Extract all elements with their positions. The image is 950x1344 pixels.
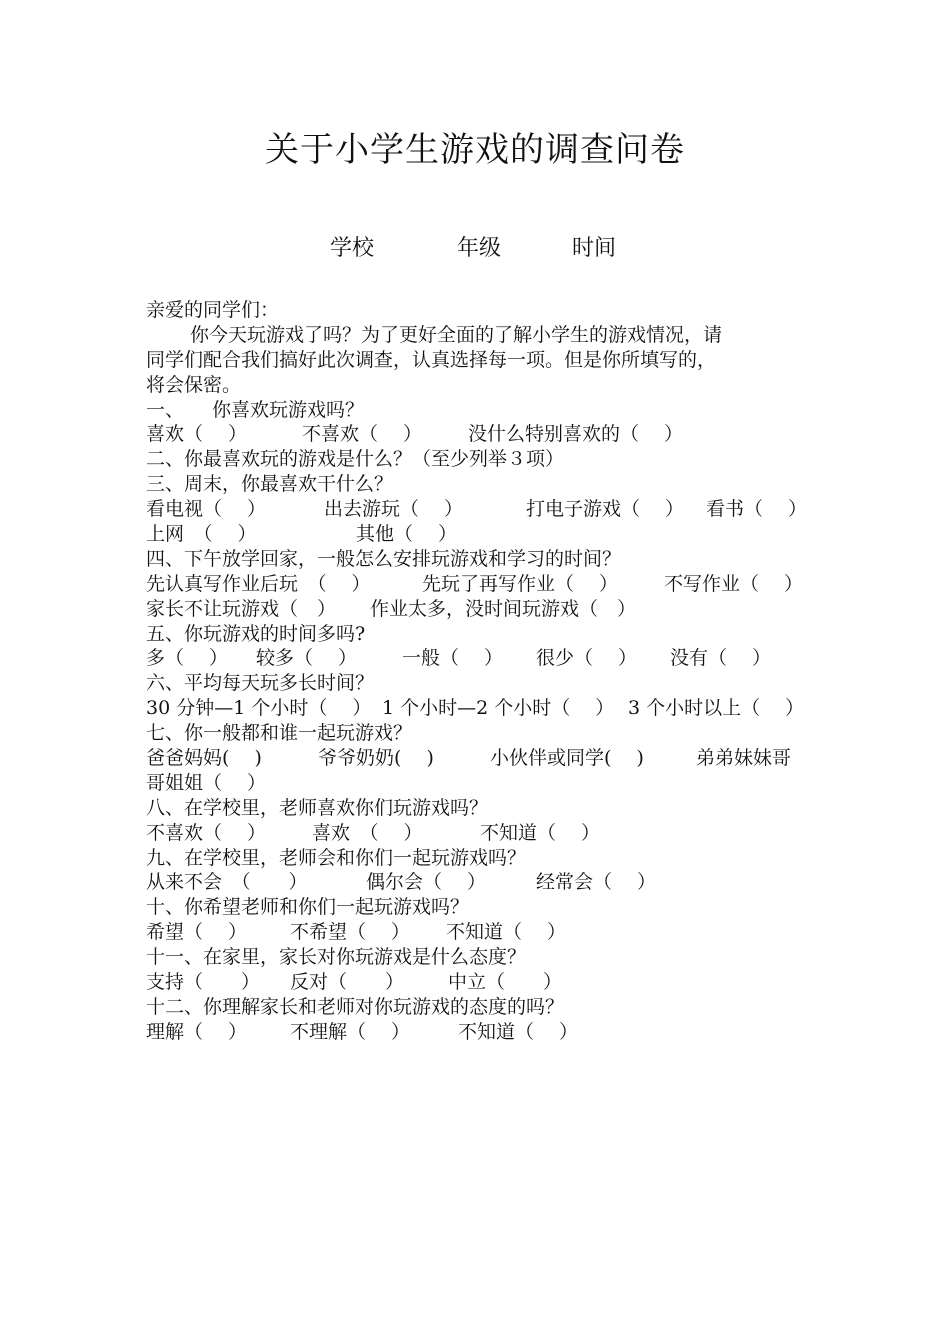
q8-option-1[interactable]: 不喜欢（ ） [146, 821, 267, 844]
q11-option-1[interactable]: 支持（ ） [146, 971, 261, 994]
q4-question: 四、下午放学回家，一般怎么安排玩游戏和学习的时间？ [146, 547, 622, 570]
q1-question [146, 398, 812, 423]
q3-option-2[interactable]: 出去游玩（ ） [324, 498, 464, 521]
grade-label: 年级 [457, 236, 502, 261]
q12-question: 十二、你理解家长和老师对你玩游戏的态度的吗？ [146, 995, 565, 1018]
q4-option-5[interactable]: 作业太多，没时间玩游戏（ ） [370, 597, 637, 620]
q4-option-3[interactable]: 不写作业（ ） [664, 572, 804, 595]
survey-body [146, 298, 812, 1045]
q1-option-3[interactable]: 没什么特别喜欢的（ ） [468, 423, 684, 446]
school-label: 学校 [330, 236, 375, 261]
q5-question: 五、你玩游戏的时间多吗? [146, 622, 366, 645]
q7-option-2[interactable]: 爷爷奶奶( ) [318, 747, 434, 770]
intro-line-3: 将会保密。 [146, 373, 242, 396]
q9-option-3[interactable]: 经常会（ ） [536, 871, 657, 894]
q11-option-2[interactable]: 反对（ ） [290, 971, 405, 994]
q1-option-1[interactable]: 喜欢（ ） [146, 423, 248, 446]
q9-question: 九、在学校里，老师会和你们一起玩游戏吗？ [146, 846, 527, 869]
q4-option-4[interactable]: 家长不让玩游戏（ ） [146, 597, 337, 620]
q5-option-5[interactable]: 没有（ ） [670, 647, 772, 670]
q3-options-row1 [146, 497, 812, 522]
q6-options [146, 696, 812, 721]
q8-question: 八、在学校里，老师喜欢你们玩游戏吗？ [146, 796, 489, 819]
header-fields [0, 233, 950, 265]
q3-option-1[interactable]: 看电视（ ） [146, 498, 267, 521]
q7-option-1[interactable]: 爸爸妈妈( ) [146, 747, 262, 770]
q8-option-3[interactable]: 不知道（ ） [480, 821, 601, 844]
greeting: 亲爱的同学们： [146, 299, 280, 321]
q2-question: 二、你最喜欢玩的游戏是什么？（至少列举３项） [146, 448, 565, 471]
page-title: 关于小学生游戏的调查问卷 [265, 130, 685, 170]
intro-line-2: 同学们配合我们搞好此次调查，认真选择每一项。但是你所填写的， [146, 348, 717, 371]
q12-option-3[interactable]: 不知道（ ） [458, 1020, 579, 1043]
q7-question: 七、你一般都和谁一起玩游戏？ [146, 722, 413, 745]
q1-option-2[interactable]: 不喜欢（ ） [302, 423, 423, 446]
q9-option-1[interactable]: 从来不会 （ ） [146, 871, 308, 894]
q10-option-1[interactable]: 希望（ ） [146, 921, 248, 944]
q12-option-2[interactable]: 不理解（ ） [290, 1020, 411, 1043]
intro-line-1: 你今天玩游戏了吗？为了更好全面的了解小学生的游戏情况，请 [190, 323, 723, 346]
q7-option-3[interactable]: 小伙伴或同学( ) [490, 747, 644, 770]
q5-option-2[interactable]: 较多（ ） [256, 647, 358, 670]
q6-option-1[interactable]: 30 分钟—1 个小时（ ） [146, 697, 372, 720]
q4-options-row1 [146, 572, 812, 597]
q9-options [146, 870, 812, 895]
q6-option-3[interactable]: 3 个小时以上（ ） [628, 697, 805, 720]
q8-options [146, 821, 812, 846]
q12-option-1[interactable]: 理解（ ） [146, 1020, 248, 1043]
q3-option-4[interactable]: 看书（ ） [706, 498, 808, 521]
q11-options [146, 970, 812, 995]
q7-options-row1 [146, 746, 812, 771]
q7-options-row2 [146, 771, 812, 796]
q6-question: 六、平均每天玩多长时间？ [146, 672, 375, 695]
q3-question: 三、周末，你最喜欢干什么？ [146, 473, 394, 496]
q7-option-4-cont[interactable]: 哥姐姐（ ） [146, 771, 267, 794]
q1-text: 你喜欢玩游戏吗？ [212, 398, 365, 421]
q1-number: 一、 [146, 398, 185, 421]
q11-option-3[interactable]: 中立（ ） [448, 971, 563, 994]
q3-option-5[interactable]: 上网 （ ） [146, 523, 257, 546]
q10-options [146, 920, 812, 945]
q5-option-1[interactable]: 多（ ） [146, 647, 229, 670]
q12-options [146, 1020, 812, 1045]
q10-option-3[interactable]: 不知道（ ） [446, 921, 567, 944]
q5-option-4[interactable]: 很少（ ） [536, 647, 638, 670]
q6-option-2[interactable]: 1 个小时—2 个小时（ ） [382, 697, 615, 720]
q3-option-6[interactable]: 其他（ ） [356, 523, 458, 546]
q10-question: 十、你希望老师和你们一起玩游戏吗？ [146, 896, 470, 919]
q3-options-row2 [146, 522, 812, 547]
q1-options [146, 422, 812, 447]
q11-question: 十一、在家里，家长对你玩游戏是什么态度？ [146, 946, 527, 969]
q10-option-2[interactable]: 不希望（ ） [290, 921, 411, 944]
q5-options [146, 646, 812, 671]
q4-option-2[interactable]: 先玩了再写作业（ ） [422, 572, 619, 595]
time-label: 时间 [572, 236, 617, 261]
q8-option-2[interactable]: 喜欢 （ ） [312, 821, 423, 844]
q5-option-3[interactable]: 一般（ ） [402, 647, 504, 670]
q4-option-1[interactable]: 先认真写作业后玩 （ ） [146, 572, 371, 595]
q4-options-row2 [146, 597, 812, 622]
q7-option-4[interactable]: 弟弟妹妹哥 [696, 747, 792, 770]
q3-option-3[interactable]: 打电子游戏（ ） [526, 498, 685, 521]
q9-option-2[interactable]: 偶尔会（ ） [366, 871, 487, 894]
